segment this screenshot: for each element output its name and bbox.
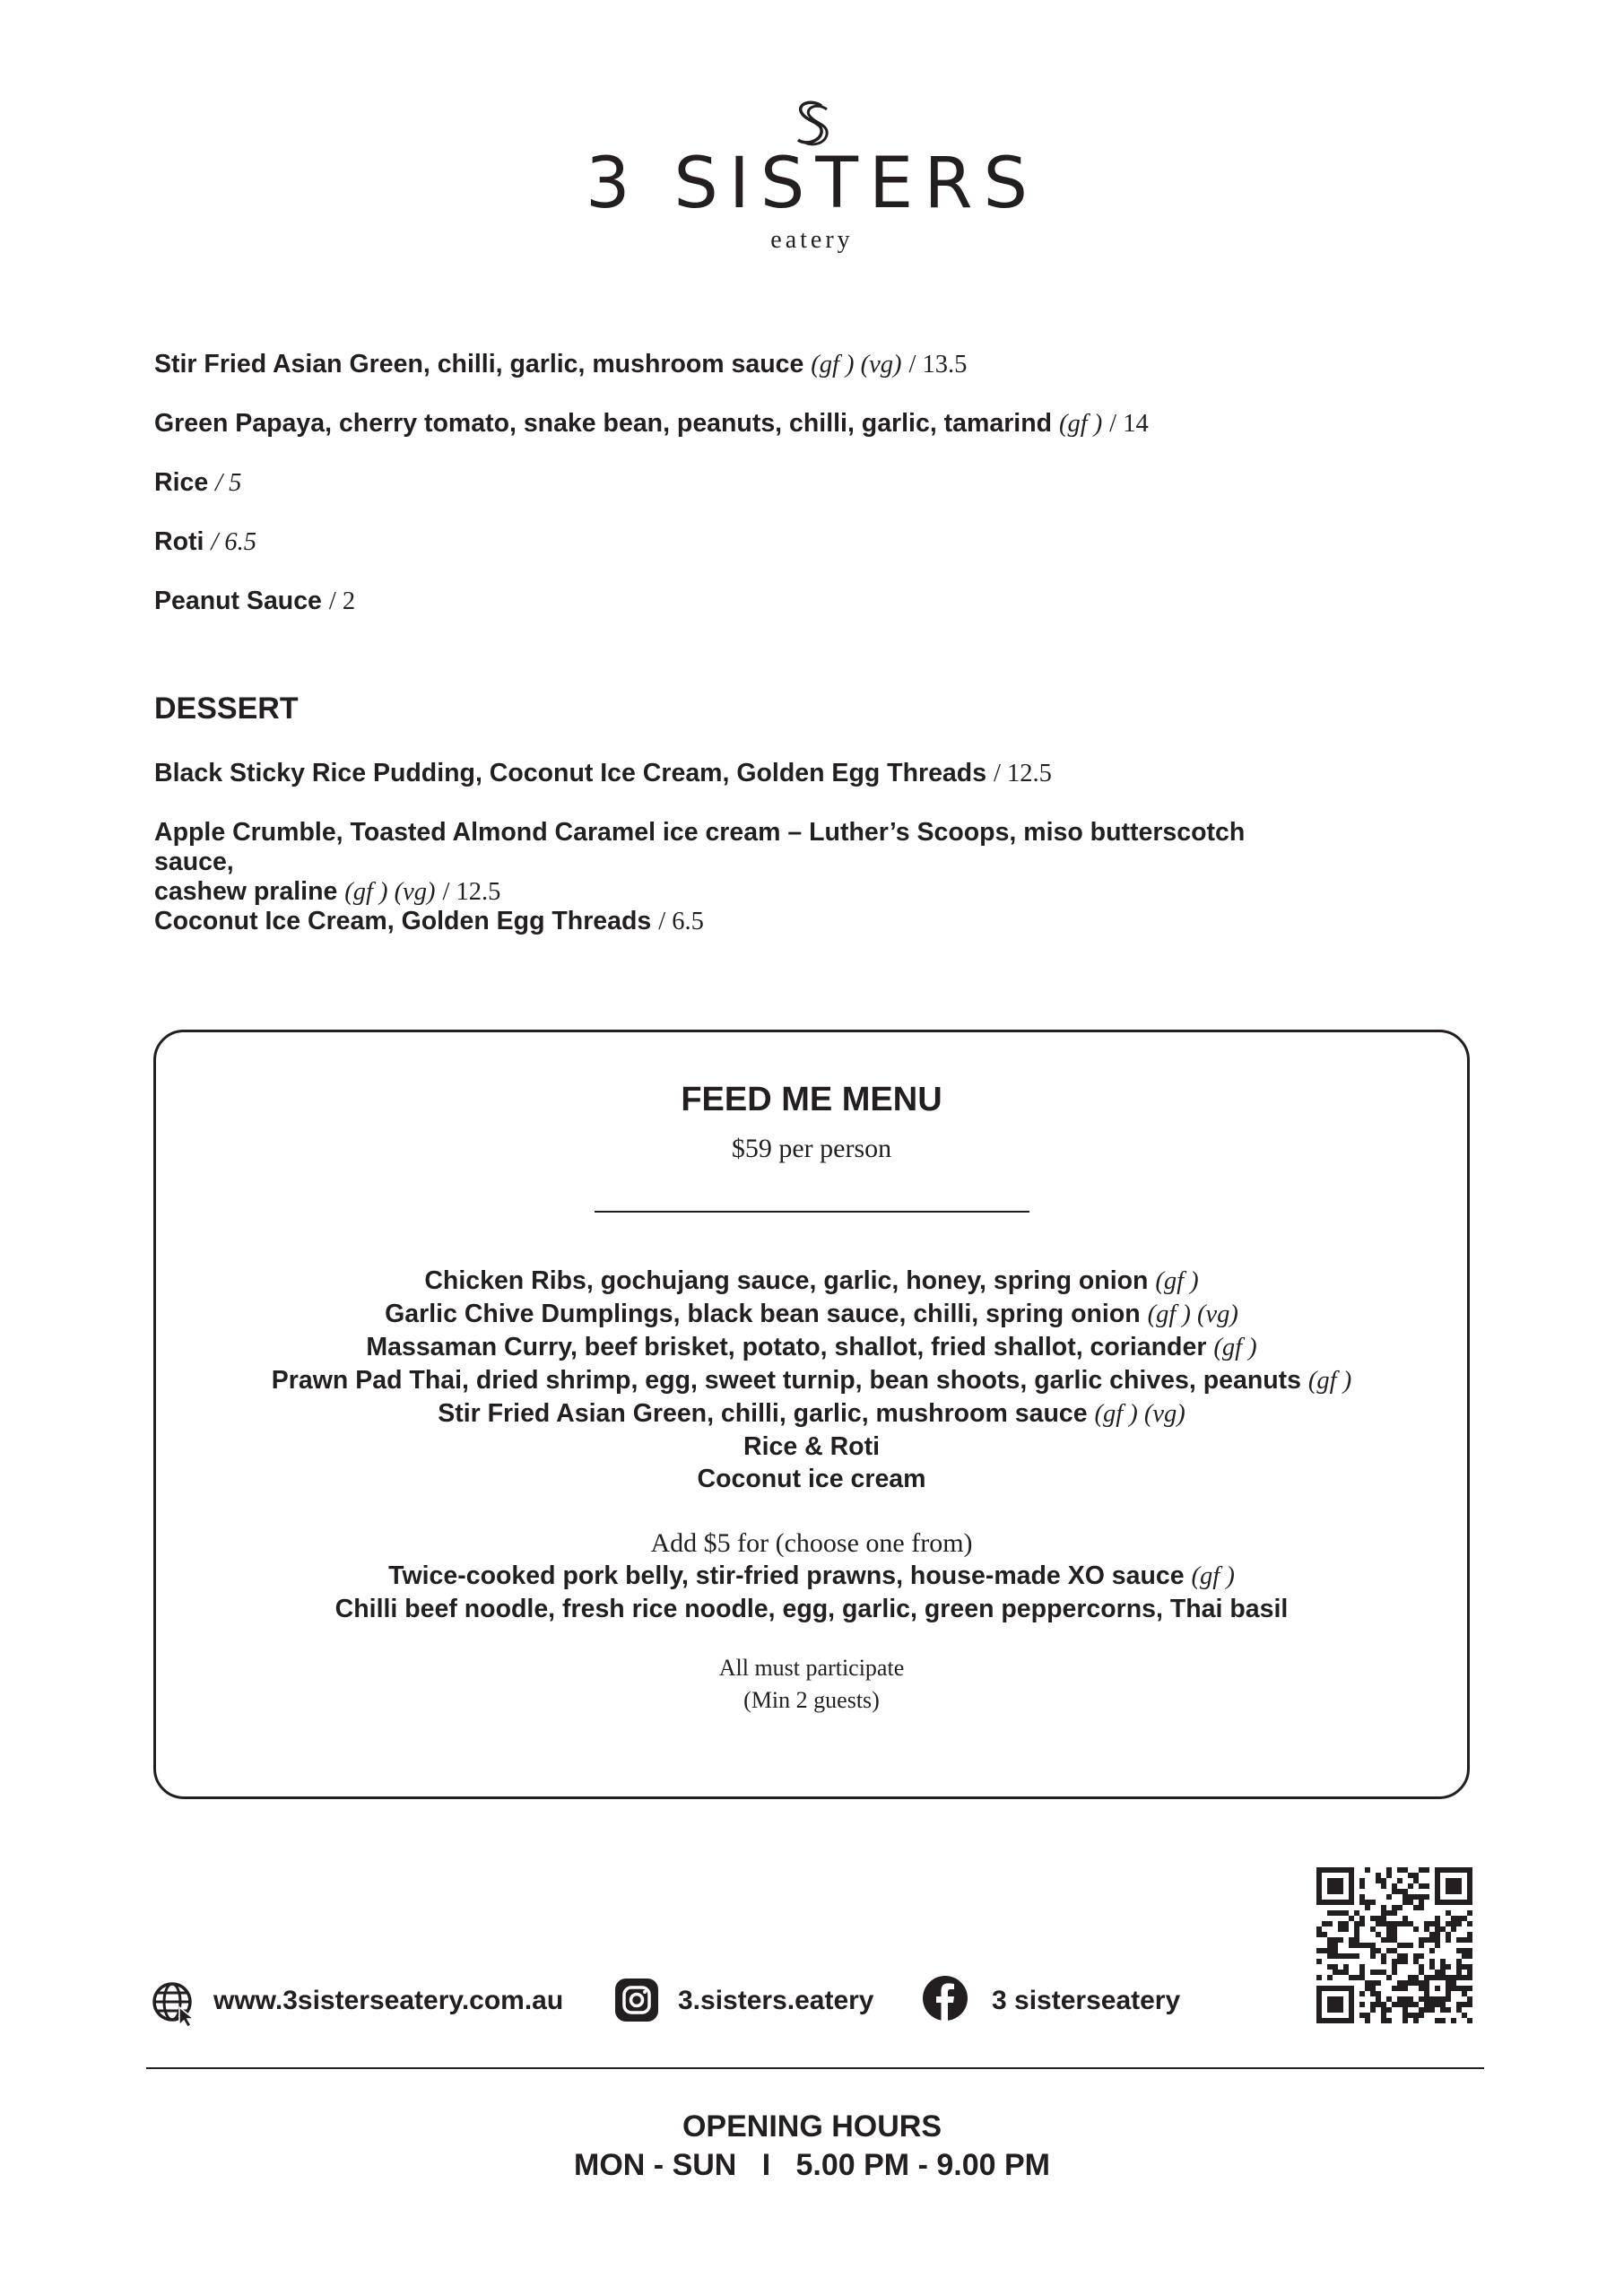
- menu-item: [154, 907, 1320, 936]
- feed-me-item: [153, 1298, 1470, 1331]
- feed-me-item: [153, 1431, 1470, 1463]
- addon-item: [153, 1593, 1470, 1625]
- item-name: Massaman Curry, beef brisket, potato, shallot, fried shallot, coriander: [366, 1333, 1207, 1361]
- feed-me-price: $59 per person: [731, 1134, 892, 1163]
- item-name: Rice: [154, 468, 209, 497]
- opening-hours-title: OPENING HOURS: [682, 2109, 942, 2144]
- item-name: Prawn Pad Thai, dried shrimp, egg, sweet turnip, bean shoots, garlic chives, peanuts: [271, 1366, 1301, 1395]
- feed-me-item: [153, 1364, 1470, 1397]
- qr-code-icon[interactable]: [1316, 1867, 1472, 2023]
- facebook-link[interactable]: 3 sisterseatery: [992, 1986, 1181, 2015]
- feed-me-item: [153, 1463, 1470, 1495]
- item-price: / 6.5: [211, 528, 256, 556]
- diet-tags: (gf ) (vg): [1094, 1400, 1185, 1428]
- item-price: / 2: [328, 587, 356, 615]
- feed-me-title: FEED ME MENU: [681, 1081, 942, 1118]
- instagram-icon: [613, 1977, 660, 2023]
- instagram-link[interactable]: 3.sisters.eatery: [678, 1986, 874, 2015]
- item-name: Stir Fried Asian Green, chilli, garlic, mushroom sauce: [438, 1399, 1088, 1428]
- item-name: Twice-cooked pork belly, stir-fried prawns, house-made XO sauce: [388, 1561, 1185, 1590]
- item-price: / 12.5: [993, 760, 1052, 787]
- item-price: / 13.5: [908, 351, 968, 378]
- item-name: Black Sticky Rice Pudding, Coconut Ice Cream, Golden Egg Threads: [154, 759, 987, 787]
- hours-days: MON - SUN: [574, 2148, 737, 2182]
- item-name: Chilli beef noodle, fresh rice noodle, egg, garlic, green peppercorns, Thai basil: [334, 1595, 1289, 1623]
- menu-item: [154, 409, 1320, 439]
- item-name: Roti: [154, 527, 204, 556]
- website-link[interactable]: www.3sisterseatery.com.au: [213, 1986, 564, 2015]
- min-guests-note: (Min 2 guests): [743, 1687, 880, 1713]
- diet-tags: (gf ) (vg): [344, 878, 436, 906]
- item-name: Coconut Ice Cream, Golden Egg Threads: [154, 907, 652, 935]
- dessert-heading: DESSERT: [154, 691, 299, 726]
- item-price: / 5: [215, 469, 242, 497]
- diet-tags: (gf ): [1307, 1367, 1352, 1395]
- brand-name: 3 SISTERS: [585, 144, 1039, 224]
- item-name: Peanut Sauce: [154, 587, 329, 615]
- item-price: / 12.5: [442, 878, 501, 906]
- item-price: / 6.5: [658, 908, 704, 935]
- menu-item: [154, 587, 1320, 616]
- item-name-continued: cashew praline: [154, 877, 338, 906]
- addon-intro: Add $5 for (choose one from): [650, 1528, 973, 1558]
- brand-subtitle: eatery: [770, 226, 854, 254]
- diet-tags: (gf ): [1058, 410, 1103, 438]
- menu-item: [154, 759, 1320, 788]
- item-name: Stir Fried Asian Green, chilli, garlic, mushroom sauce: [154, 350, 804, 378]
- menu-item: [154, 818, 1320, 907]
- menu-item: [154, 468, 1320, 498]
- item-name: Apple Crumble, Toasted Almond Caramel ice cream – Luther’s Scoops, miso butterscotch sauce,: [154, 818, 1246, 876]
- feed-me-list: [153, 1265, 1470, 1717]
- hours-time: 5.00 PM - 9.00 PM: [795, 2148, 1050, 2182]
- stylized-s-logo-icon: [780, 100, 843, 147]
- item-name: Chicken Ribs, gochujang sauce, garlic, honey, spring onion: [424, 1266, 1149, 1295]
- addon-item: [153, 1560, 1470, 1593]
- feed-me-item: [153, 1397, 1470, 1431]
- opening-hours-line: [0, 2148, 1624, 2183]
- facebook-icon: [922, 1975, 968, 2022]
- menu-item: [154, 350, 1320, 379]
- divider: [595, 1211, 1029, 1213]
- hours-separator: I: [761, 2148, 771, 2182]
- item-name: Garlic Chive Dumplings, black bean sauce, chilli, spring onion: [385, 1300, 1141, 1328]
- participation-note: All must participate: [718, 1655, 905, 1681]
- item-name: Rice & Roti: [743, 1432, 881, 1461]
- diet-tags: (gf ) (vg): [1147, 1300, 1238, 1328]
- diet-tags: (gf ): [1191, 1562, 1235, 1590]
- diet-tags: (gf ): [1213, 1334, 1257, 1361]
- footer-divider: [146, 2067, 1484, 2069]
- item-name: Green Papaya, cherry tomato, snake bean, peanuts, chilli, garlic, tamarind: [154, 409, 1053, 438]
- feed-me-item: [153, 1331, 1470, 1364]
- feed-me-item: [153, 1265, 1470, 1298]
- diet-tags: (gf ): [1155, 1267, 1199, 1295]
- menu-item: [154, 527, 1320, 557]
- item-price: / 14: [1109, 410, 1149, 438]
- globe-cursor-icon: [151, 1980, 197, 2027]
- diet-tags: (gf ) (vg): [811, 351, 902, 378]
- item-name: Coconut ice cream: [697, 1465, 926, 1493]
